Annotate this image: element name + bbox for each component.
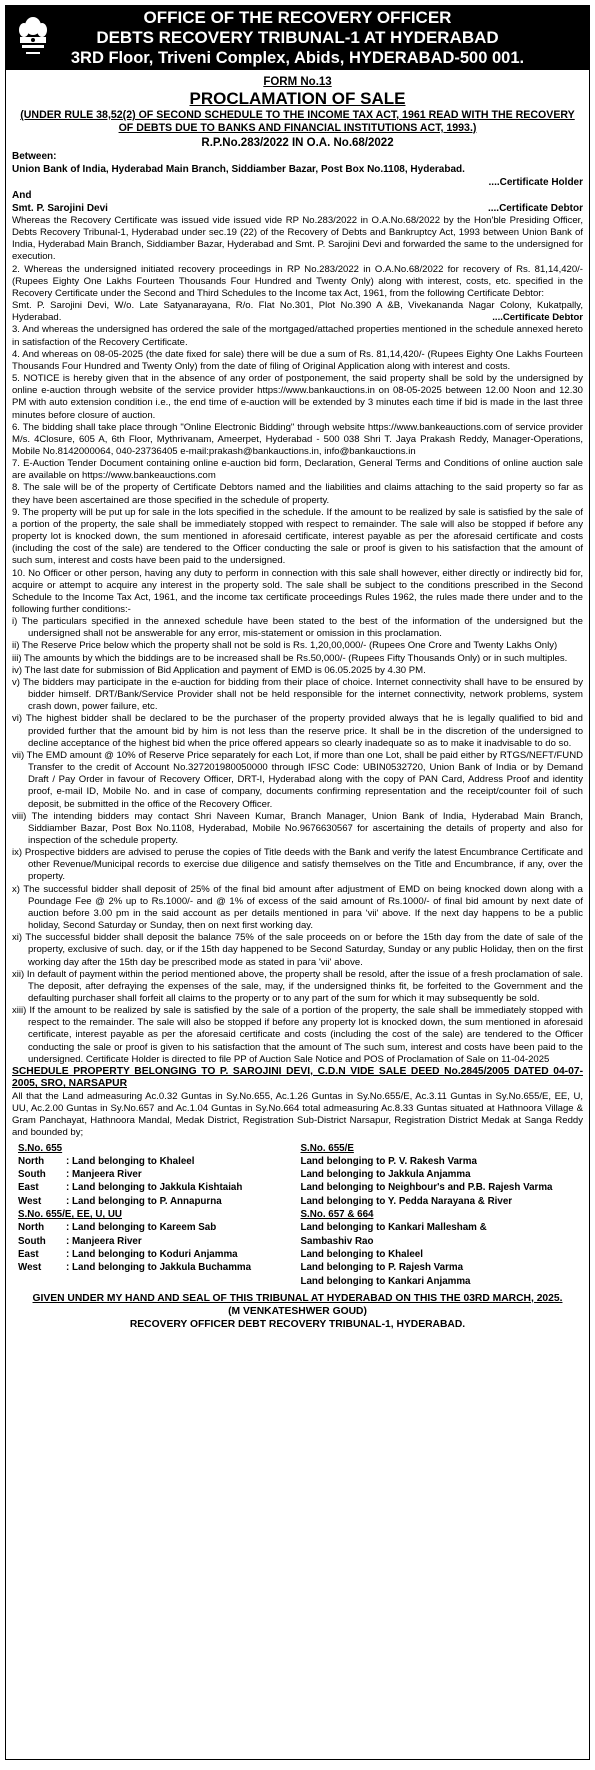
boundary-row: North : Land belonging to Kareem Sab xyxy=(18,1222,217,1234)
boundary-line: Land belonging to Jakkula Anjamma xyxy=(300,1169,471,1181)
officer-designation: RECOVERY OFFICER DEBT RECOVERY TRIBUNAL-1, HYDERABAD. xyxy=(129,1318,466,1330)
condition-item: iv) The last date for submission of Bid Application and payment of EMD is 06.05.2025 by 4.30 PM. xyxy=(12,664,426,676)
condition-item: xi) The successful bidder shall deposit the balance 75% of the sale proceeds on or before the 15th day from the date of sale of the property, exclusive of such. day, or if the 15th day happened to be Second Saturday, Sunday or any public Holiday, then on the first working day after the 15th day be prescribed mode as stated in para 'vii' above. xyxy=(12,932,583,968)
condition-item: x) The successful bidder shall deposit of 25% of the final bid amount after adjustment of EMD on being knocked down along with a Poundage Fee @ 2% up to Rs.1000/- and @ 1% of excess of the said amount of Rs.1000/- of final bid amount by next date of auction before 3.00 pm in the said account as per details mentioned in para 'vii' above. If the next day happens to be a public holiday, Second Saturday or Sunday, then on next first working day. xyxy=(12,883,583,932)
survey-number: S.No. 655/E xyxy=(300,1142,354,1154)
boundaries-left-column xyxy=(12,1142,301,1288)
boundary-row: West : Land belonging to Jakkula Buchamma xyxy=(18,1262,252,1274)
numbered-paragraph: 3. And whereas the undersigned has ordered the sale of the mortgaged/attached properties mentioned in the schedule annexed hereto in satisfaction of the Recovery Certificate. xyxy=(12,324,583,348)
paragraph: Whereas the Recovery Certificate was issued vide issued vide RP No.283/2022 in O.A.No.68/2022 by the Hon'ble Presiding Officer, Debts Recovery Tribunal-1, Hyderabad under sec.19 (22) of the Recovery of Debts and Bankruptcy Act, 1993 between Union Bank of India, Hyderabad Main Branch, Siddiamber Bazar, Hyderabad and Smt. P. Sarojini Devi and forwarded the same to the undersigned for execution. xyxy=(12,215,583,263)
numbered-paragraph: 9. The property will be put up for sale in the lots specified in the schedule. If the amount to be realized by sale is satisfied by the sale of a portion of the property, the sale shall be immediately stopped with respect to remainder. The sale will also be stopped if before any property lot is knocked down, the sum mentioned in aforesaid certificate, interest payable as per the aforesaid certificate and costs (including the cost of the sale) are tendered to the Officer conducting the sale or proof is given to his satisfaction that the amount of such sum, interest and costs have been paid to the undersigned. xyxy=(12,506,583,567)
office-address: 3RD Floor, Triveni Complex, Abids, HYDERABAD-500 001. xyxy=(70,49,525,67)
page-title: PROCLAMATION OF SALE xyxy=(189,89,406,108)
numbered-paragraph: 5. NOTICE is hereby given that in the absence of any order of postponement, the said property shall be sold by the undersigned by online e-auction through website of the service provider https://www.bankauctions.in on 08-05-2025 between 12.00 Noon and 12.30 PM with auto extension condition i.e., the end time of e-auction will be extended by 3 minutes each time if bid is made in the last three minutes before closure of auction. xyxy=(12,373,583,421)
national-emblem-icon xyxy=(12,12,54,64)
office-title: OFFICE OF THE RECOVERY OFFICER xyxy=(143,8,452,27)
certificate-debtor: Smt. P. Sarojini Devi xyxy=(12,203,108,214)
condition-item: xiii) If the amount to be realized by sale is satisfied by the sale of a portion of the property, the sale shall be immediately stopped with respect to the remainder. The sale will also be stopped if before any property lot is knocked down, the sum mentioned in aforesaid certificate, interest payable as per the aforesaid certificate and costs (including the cost of the sale) are tendered to the Officer conducting the sale or proof is given to his satisfaction that the amount of The such sum, interest and costs have been paid to the undersigned. Certificate Holder is directed to file PP of Auction Sale Notice and POS of Proclamation of Sale on 11-04-2025 xyxy=(12,1005,583,1065)
boundary-line: Land belonging to P. Rajesh Varma xyxy=(300,1262,464,1274)
certificate-holder: Union Bank of India, Hyderabad Main Branch, Siddiamber Bazar, Post Box No.1108, Hyderabad. xyxy=(12,164,465,175)
numbered-paragraph: 6. The bidding shall take place through "Online Electronic Bidding" through website https://www.bankeauctions.com of service provider M/s. 4Closure, 605 A, 6th Floor, Mythrivanam, Ameerpet, Hyderabad - 500 038 Shri T. Jaya Prakash Reddy, Manager-Operations, Mobile No.8142000064, 040-23736405 e-mail:prakash@bankauctions.in, info@bankauctions.in xyxy=(12,421,583,457)
survey-number: S.No. 657 & 664 xyxy=(300,1209,374,1221)
condition-item: ii) The Reserve Price below which the property shall not be sold is Rs. 1,20,00,000/- (Rupees One Crore and Twenty Lakhs Only) xyxy=(12,640,558,652)
numbered-paragraph: 7. E-Auction Tender Document containing online e-auction bid form, Declaration, General Terms and Conditions of online auction sale are available on https://www.bankeauctions.com xyxy=(12,458,583,482)
condition-item: iii) The amounts by which the biddings are to be increased shall be Rs.50,000/- (Rupees Fifty Thousands Only) or in such multiples. xyxy=(12,652,568,664)
schedule-heading: SCHEDULE PROPERTY BELONGING TO P. SAROJINI DEVI, C.D.N VIDE SALE DEED No.2845/2005 DATED 04-07-2005, SRO, NARSAPUR xyxy=(12,1065,583,1090)
office-header xyxy=(6,6,589,70)
condition-item: viii) The intending bidders may contact Shri Naveen Kumar, Branch Manager, Union Bank of India, Hyderabad Main Branch, Siddiamber Bazar, Post Box No.1108, Hyderabad, Mobile No.9676630567 for ascertaining the details of property and also for inspection of the schedule property. xyxy=(12,810,583,846)
boundary-line: Land belonging to Kankari Mallesham & xyxy=(300,1222,487,1234)
signature-block xyxy=(12,1292,583,1331)
survey-number: S.No. 655 xyxy=(18,1142,63,1154)
boundary-line: Sambashiv Rao xyxy=(300,1235,374,1247)
boundaries-table xyxy=(12,1142,583,1288)
boundary-line: Land belonging to Neighbour's and P.B. Rajesh Varma xyxy=(300,1182,553,1194)
between-label: Between: xyxy=(12,151,57,162)
case-number: R.P.No.283/2022 IN O.A. No.68/2022 xyxy=(201,137,394,149)
numbered-paragraph: 10. No Officer or other person, having any duty to perform in connection with this sale shall however, either directly or indirectly bid for, acquire or attempt to acquire any interest in the property sold. The sale shall be subject to the conditions prescribed in the Second Schedule to the Income Tax Act, 1961, and the income tax certificate proceedings Rules 1962, the rules made there under and to the following further conditions:- xyxy=(12,567,583,615)
condition-item: i) The particulars specified in the annexed schedule have been stated to the best of the information of the undersigned but the undersigned shall not be answerable for any error, mis-statement or omission in this proclamation. xyxy=(12,616,583,640)
condition-item: v) The bidders may participate in the e-auction for bidding from their place of choice. Internet connectivity shall have to be ensured by bidder himself. DRT/Bank/Service Provider shall not be held responsible for the internet connectivity, network problems, system crash down, power failure, etc. xyxy=(12,676,583,713)
debtor-address: Smt. P. Sarojini Devi, W/o. Late Satyanarayana, R/o. Flat No.301, Plot No.390 A &B, Vivekananda Nagar Colony, Kukatpally, Hyderabad. ....Certificate Debtor xyxy=(12,300,583,324)
paragraph: 2. Whereas the undersigned initiated recovery proceedings in RP No.283/2022 in O.A.No.68/2022 for recovery of Rs. 81,14,420/- (Rupees Eighty One Lakhs Fourteen Thousands Four Hundred and Twenty Only) along with interest, costs, etc. specified in the Recovery Certificate under the Second and Third Schedules to the Income tax Act, 1961, from the following Certificate Debtor: xyxy=(12,263,583,299)
boundary-row: South : Manjeera River xyxy=(18,1169,142,1181)
boundary-row: South : Manjeera River xyxy=(18,1235,142,1247)
boundary-line: Land belonging to Khaleel xyxy=(300,1248,423,1260)
condition-item: xii) In default of payment within the period mentioned above, the property shall be resold, after the issue of a fresh proclamation of sale. The deposit, after defraying the expenses of the sale, may, if the undersigned thinks fit, be forfeited to the Government and the defaulting purchaser shall forfeit all claims to the property or to any part of the sum for which it may subsequently be sold. xyxy=(12,968,584,1004)
survey-number: S.No. 655/E, EE, U, UU xyxy=(18,1209,122,1221)
officer-name: (M VENKATESHWER GOUD) xyxy=(228,1305,367,1317)
and-label: And xyxy=(12,190,32,201)
parties-block xyxy=(12,150,583,215)
boundary-row: North : Land belonging to Khaleel xyxy=(18,1155,195,1167)
tribunal-name: DEBTS RECOVERY TRIBUNAL-1 AT HYDERABAD xyxy=(96,28,499,47)
numbered-paragraph: 4. And whereas on 08-05-2025 (the date fixed for sale) there will be due a sum of Rs. 81,14,420/- (Rupees Eighty One Lakhs Fourteen Thousands Four Hundred and Twenty Only) from the date of filing of Original Application along with interest and costs. xyxy=(12,348,583,372)
boundary-row: East : Land belonging to Koduri Anjamma xyxy=(18,1248,238,1260)
debtor-role: ....Certificate Debtor xyxy=(487,203,583,214)
proclamation-notice xyxy=(5,5,590,1760)
boundary-line: Land belonging to P. V. Rakesh Varma xyxy=(300,1155,477,1167)
condition-item: vii) The EMD amount @ 10% of Reserve Price separately for each Lot, if more than one Lot, shall be paid either by RTGS/NEFT/FUND Transfer to the credit of Account No.327201980050000 through IFSC Code: UBIN0532720, Union Bank of India or by Demand Draft / Pay Order in favour of Recovery Officer, DRT-I, Hyderabad along with the copy of PAN Card, Address Proof and identity proof, e-mail ID, Mobile No. and in case of company, documents confirming representation and the receipt/counter foil of such deposit, be submitted in the office of the Recovery Officer. xyxy=(12,749,583,810)
holder-role: ....Certificate Holder xyxy=(488,177,583,188)
boundary-row: West : Land belonging to P. Annapurna xyxy=(18,1195,222,1207)
boundary-row: East : Land belonging to Jakkula Kishtaiah xyxy=(18,1182,243,1194)
form-number: FORM No.13 xyxy=(263,76,332,88)
boundary-line: Land belonging to Kankari Anjamma xyxy=(300,1275,471,1287)
numbered-paragraph: 8. The sale will be of the property of Certificate Debtors named and the liabilities and claims attaching to the said property so far as they have been ascertained are those specified in the schedule of property. xyxy=(12,482,583,506)
given-under-seal: GIVEN UNDER MY HAND AND SEAL OF THIS TRIBUNAL AT HYDERABAD ON THIS THE 03RD MARCH, 2025. xyxy=(32,1292,563,1304)
schedule-description: All that the Land admeasuring Ac.0.32 Guntas in Sy.No.655, Ac.1.26 Guntas in Sy.No.655/E, Ac.3.11 Guntas in Sy.No.655/E, EE, U, UU, Ac.2.00 Guntas in Sy.No.657 and Ac.1.04 Guntas in Sy.No.664 total admeasuring Ac.8.33 Guntas situated at Hathnoora Village & Gram Panchayat, Hathnoora Mandal, Medak District, Registration Sub-District Narsapur, Registration District Medak at Sanga Reddy and bounded by; xyxy=(12,1090,583,1139)
boundaries-right-column xyxy=(301,1142,584,1288)
rule-subtitle: (UNDER RULE 38,52(2) OF SECOND SCHEDULE TO THE INCOME TAX ACT, 1961 READ WITH THE RECOVERY OF DEBTS DUE TO BANKS AND FINANCIAL INSTITUTIONS ACT, 1993.) xyxy=(20,109,575,134)
condition-item: vi) The highest bidder shall be declared to be the purchaser of the property provided always that he is legally qualified to bid and provided further that the amount bid by him is not less than the reserve price. It shall be in the discretion of the undersigned to decline acceptance of the highest bid when the price offered appears so clearly inadequate so as to make it inadvisable to do so. xyxy=(12,713,583,749)
condition-item: ix) Prospective bidders are advised to peruse the copies of Title deeds with the Bank and verify the latest Encumbrance Certificate and other Revenue/Municipal records to exercise due diligence and satisfy themselves on the Title and Encumbrance, if any, over the property. xyxy=(12,847,583,883)
proclamation-body xyxy=(12,215,583,1140)
boundary-line: Land belonging to Y. Pedda Narayana & River xyxy=(300,1195,513,1207)
